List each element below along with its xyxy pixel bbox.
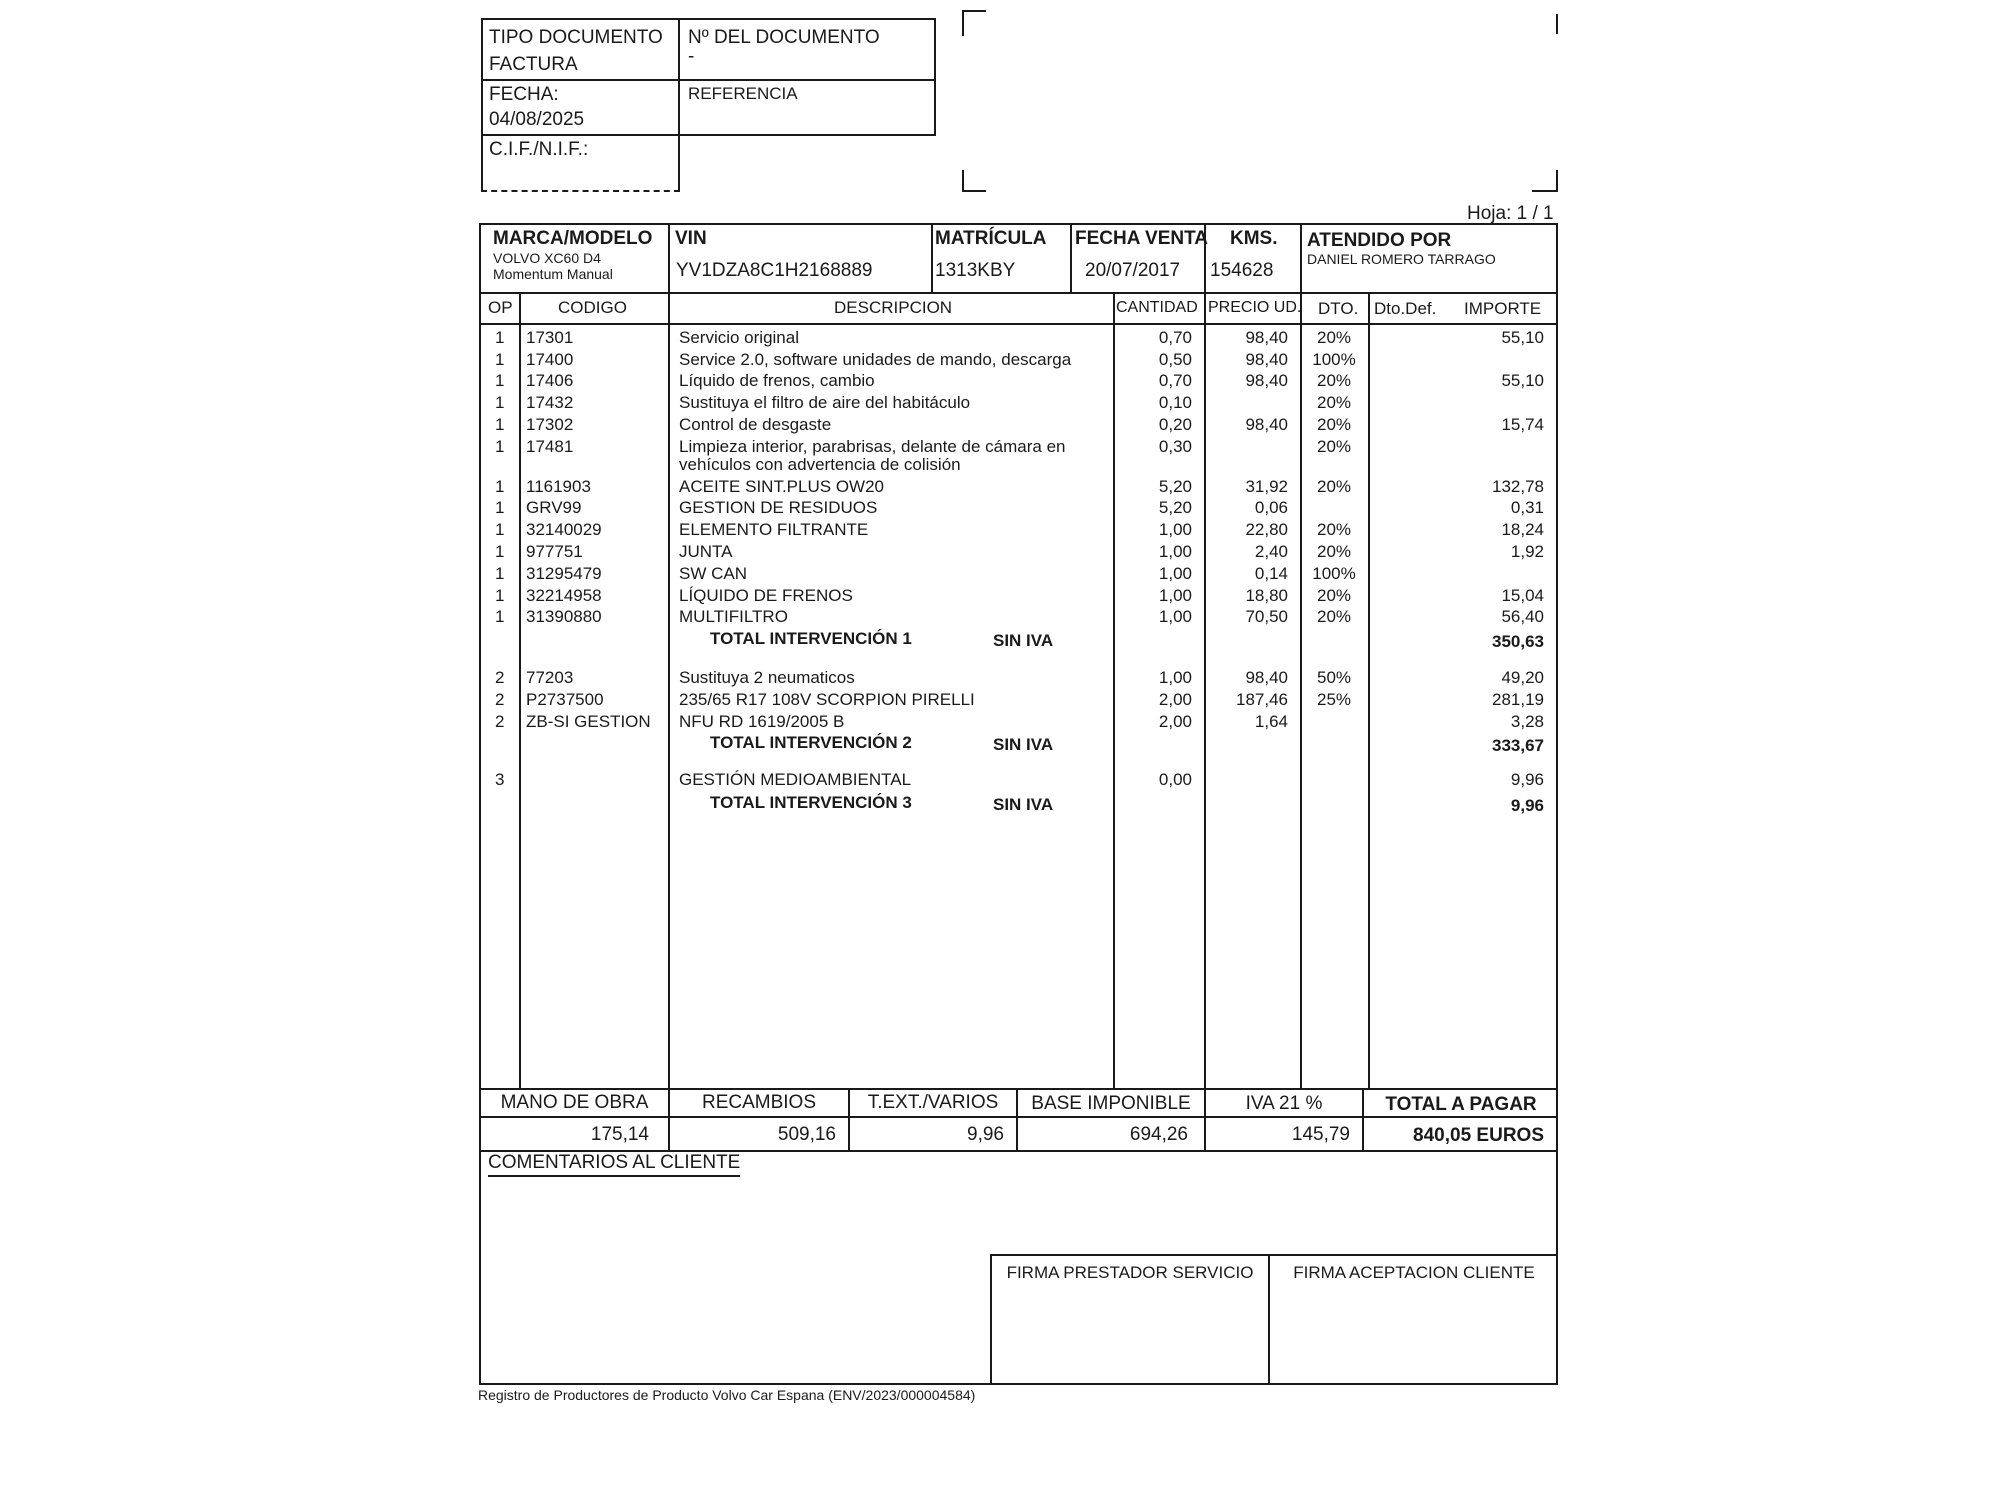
kms-label: KMS. <box>1230 228 1278 249</box>
cell-descripcion: MULTIFILTRO <box>679 607 788 626</box>
header-divider <box>481 79 936 81</box>
cell-codigo: 31295479 <box>526 564 602 583</box>
cell-precio: 98,40 <box>1245 328 1288 347</box>
cell-importe: 55,10 <box>1501 371 1544 390</box>
col-dto-def: Dto.Def. <box>1374 299 1437 318</box>
cell-op: 1 <box>495 371 505 390</box>
cell-cantidad: 0,70 <box>1158 328 1192 347</box>
cell-importe: 132,78 <box>1492 477 1544 496</box>
cell-cantidad: 0,50 <box>1158 350 1192 369</box>
cell-dto: 20% <box>1316 542 1352 561</box>
cell-cantidad: 1,00 <box>1158 668 1192 687</box>
sin-iva-label: SIN IVA <box>993 795 1054 814</box>
cell-cantidad: 1,00 <box>1158 520 1192 539</box>
col-descripcion: DESCRIPCION <box>834 298 953 317</box>
cif-label: C.I.F./N.I.F.: <box>489 139 589 160</box>
col-dto: DTO. <box>1318 299 1359 318</box>
cell-op: 2 <box>495 712 505 731</box>
cell-cantidad: 0,10 <box>1158 393 1192 412</box>
cell-op: 2 <box>495 690 505 709</box>
row-divider <box>479 1116 1558 1118</box>
cell-cantidad: 1,00 <box>1158 542 1192 561</box>
cell-dto: 20% <box>1316 477 1352 496</box>
fecha-venta-label: FECHA VENTA <box>1075 228 1208 249</box>
cell-op: 1 <box>495 520 505 539</box>
cell-dto: 20% <box>1316 393 1352 412</box>
vin-label: VIN <box>675 228 707 249</box>
cell-descripcion: Service 2.0, software unidades de mando, descarga <box>679 350 1072 369</box>
table-row <box>0 668 1552 690</box>
cell-dto: 25% <box>1316 690 1352 709</box>
cell-importe: 15,74 <box>1501 415 1544 434</box>
cell-precio: 0,14 <box>1254 564 1288 583</box>
cell-op: 1 <box>495 328 505 347</box>
marca-line1: VOLVO XC60 D4 <box>493 250 601 266</box>
cell-dto: 100% <box>1312 564 1356 583</box>
table-row <box>0 586 1552 608</box>
corner-mark <box>1556 14 1560 34</box>
cell-op: 1 <box>495 393 505 412</box>
cell-op: 3 <box>495 770 505 789</box>
total-interv-label: TOTAL INTERVENCIÓN 3 <box>710 793 912 812</box>
table-row <box>0 415 1552 437</box>
numero-documento-value: - <box>688 46 695 67</box>
cell-codigo: 17481 <box>526 437 574 456</box>
fecha-venta-value: 20/07/2017 <box>1085 260 1181 281</box>
cell-op: 1 <box>495 437 505 456</box>
table-row <box>0 690 1552 712</box>
row-divider <box>479 323 1558 325</box>
text-varios-label: T.EXT./VARIOS <box>867 1092 999 1113</box>
cell-cantidad: 5,20 <box>1158 498 1192 517</box>
firma-cliente-label: FIRMA ACEPTACION CLIENTE <box>1293 1263 1535 1282</box>
cell-descripcion: Servicio original <box>679 328 799 347</box>
cell-op: 1 <box>495 415 505 434</box>
cell-precio: 2,40 <box>1254 542 1288 561</box>
cell-descripcion: Control de desgaste <box>679 415 832 434</box>
table-row <box>0 437 1552 474</box>
cell-codigo: 77203 <box>526 668 574 687</box>
fecha-label: FECHA: <box>489 84 559 105</box>
col-importe: IMPORTE <box>1464 299 1542 318</box>
col-precio: PRECIO UD. <box>1208 299 1302 316</box>
cell-codigo: 17301 <box>526 328 574 347</box>
cell-op: 1 <box>495 607 505 626</box>
base-imponible-value: 694,26 <box>1129 1124 1188 1145</box>
cell-descripcion: Líquido de frenos, cambio <box>679 371 875 390</box>
table-row <box>0 371 1552 393</box>
cell-descripcion: JUNTA <box>679 542 733 561</box>
cell-codigo: 17432 <box>526 393 574 412</box>
cell-descripcion-cont: vehículos con advertencia de colisión <box>679 455 961 474</box>
table-row <box>0 607 1552 629</box>
total-interv-amount: 333,67 <box>1492 736 1544 755</box>
cell-cantidad: 1,00 <box>1158 586 1192 605</box>
cell-codigo: ZB-SI GESTION <box>526 712 651 731</box>
base-imponible-label: BASE IMPONIBLE <box>1031 1093 1191 1114</box>
row-divider <box>479 1088 1558 1090</box>
cell-importe: 49,20 <box>1501 668 1544 687</box>
iva-label: IVA 21 % <box>1245 1093 1323 1114</box>
corner-mark <box>962 170 986 192</box>
kms-value: 154628 <box>1210 260 1274 281</box>
cell-op: 2 <box>495 668 505 687</box>
cell-precio: 187,46 <box>1236 690 1288 709</box>
cell-cantidad: 0,20 <box>1158 415 1192 434</box>
referencia-label: REFERENCIA <box>688 84 798 103</box>
cell-dto: 100% <box>1312 350 1356 369</box>
cell-precio: 98,40 <box>1245 371 1288 390</box>
corner-mark <box>1532 170 1558 192</box>
cell-precio: 1,64 <box>1254 712 1288 731</box>
sin-iva-label: SIN IVA <box>993 631 1054 650</box>
fecha-value: 04/08/2025 <box>489 109 585 130</box>
sin-iva-label: SIN IVA <box>993 735 1054 754</box>
cell-op: 1 <box>495 564 505 583</box>
cell-descripcion: NFU RD 1619/2005 B <box>679 712 845 731</box>
atendido-value: DANIEL ROMERO TARRAGO <box>1307 251 1496 267</box>
recambios-label: RECAMBIOS <box>701 1092 817 1113</box>
cell-op: 1 <box>495 586 505 605</box>
table-row <box>0 498 1552 520</box>
col-op: OP <box>488 298 513 317</box>
cell-precio: 31,92 <box>1245 477 1288 496</box>
cell-codigo: 32140029 <box>526 520 602 539</box>
header-divider <box>481 190 680 192</box>
tipo-documento-label: TIPO DOCUMENTO <box>489 27 663 48</box>
cell-cantidad: 5,20 <box>1158 477 1192 496</box>
vin-value: YV1DZA8C1H2168889 <box>676 260 873 281</box>
cell-descripcion: LÍQUIDO DE FRENOS <box>679 586 853 605</box>
cell-codigo: P2737500 <box>526 690 604 709</box>
column-divider <box>931 223 933 293</box>
atendido-label: ATENDIDO POR <box>1307 230 1452 251</box>
cell-cantidad: 1,00 <box>1158 564 1192 583</box>
header-divider <box>481 136 483 191</box>
cell-dto: 20% <box>1316 371 1352 390</box>
cell-precio: 98,40 <box>1245 668 1288 687</box>
total-interv-amount: 350,63 <box>1492 632 1544 651</box>
cell-importe: 281,19 <box>1492 690 1544 709</box>
cell-descripcion: SW CAN <box>679 564 747 583</box>
total-interv-amount: 9,96 <box>1510 796 1544 815</box>
cell-descripcion: Limpieza interior, parabrisas, delante de cámara en <box>679 437 1066 456</box>
cell-importe: 18,24 <box>1501 520 1544 539</box>
cell-op: 1 <box>495 350 505 369</box>
table-row <box>0 393 1552 415</box>
header-divider <box>678 18 680 191</box>
table-row <box>0 520 1552 542</box>
cell-codigo: 32214958 <box>526 586 602 605</box>
cell-cantidad: 2,00 <box>1158 712 1192 731</box>
cell-dto: 20% <box>1316 586 1352 605</box>
cell-op: 1 <box>495 542 505 561</box>
cell-precio: 18,80 <box>1245 586 1288 605</box>
text-varios-value: 9,96 <box>967 1124 1004 1145</box>
cell-importe: 15,04 <box>1501 586 1544 605</box>
cell-cantidad: 0,70 <box>1158 371 1192 390</box>
cell-codigo: 17406 <box>526 371 574 390</box>
cell-op: 1 <box>495 477 505 496</box>
table-row <box>0 477 1552 499</box>
cell-descripcion: GESTIÓN MEDIOAMBIENTAL <box>679 770 912 789</box>
cell-descripcion: 235/65 R17 108V SCORPION PIRELLI <box>679 690 975 709</box>
total-interv-label: TOTAL INTERVENCIÓN 2 <box>710 733 912 752</box>
col-cantidad: CANTIDAD <box>1116 299 1198 316</box>
col-codigo: CODIGO <box>558 298 627 317</box>
row-divider <box>990 1254 1558 1256</box>
mano-obra-value: 175,14 <box>590 1124 649 1145</box>
matricula-value: 1313KBY <box>935 260 1016 281</box>
cell-dto: 20% <box>1316 607 1352 626</box>
cell-descripcion: GESTION DE RESIDUOS <box>679 498 878 517</box>
cell-precio: 98,40 <box>1245 415 1288 434</box>
cell-dto: 20% <box>1316 437 1352 456</box>
cell-descripcion: ACEITE SINT.PLUS OW20 <box>679 477 884 496</box>
numero-documento-label: Nº DEL DOCUMENTO <box>688 27 880 48</box>
total-pagar-value: 840,05 EUROS <box>1413 1125 1544 1146</box>
cell-dto: 20% <box>1316 520 1352 539</box>
cell-importe: 56,40 <box>1501 607 1544 626</box>
corner-mark <box>962 10 986 36</box>
footer-registro: Registro de Productores de Producto Volvo Car Espana (ENV/2023/000004584) <box>478 1387 976 1403</box>
iva-value: 145,79 <box>1291 1124 1350 1145</box>
cell-importe: 1,92 <box>1510 542 1544 561</box>
marca-line2: Momentum Manual <box>493 266 613 282</box>
matricula-label: MATRÍCULA <box>935 228 1047 249</box>
marca-label: MARCA/MODELO <box>493 228 653 249</box>
cell-importe: 55,10 <box>1501 328 1544 347</box>
cell-importe: 0,31 <box>1510 498 1544 517</box>
cell-codigo: 17400 <box>526 350 574 369</box>
cell-dto: 20% <box>1316 415 1352 434</box>
cell-codigo: 17302 <box>526 415 574 434</box>
firma-prestador-label: FIRMA PRESTADOR SERVICIO <box>1006 1263 1254 1282</box>
cell-precio: 22,80 <box>1245 520 1288 539</box>
table-row <box>0 350 1552 372</box>
cell-cantidad: 2,00 <box>1158 690 1192 709</box>
cell-cantidad: 0,30 <box>1158 437 1192 456</box>
cell-descripcion: Sustituya el filtro de aire del habitáculo <box>679 393 971 412</box>
cell-codigo: 1161903 <box>526 477 591 496</box>
cell-op: 1 <box>495 498 505 517</box>
cell-dto: 20% <box>1316 328 1352 347</box>
cell-importe: 9,96 <box>1510 770 1544 789</box>
cell-precio: 70,50 <box>1245 607 1288 626</box>
table-row <box>0 770 1552 792</box>
cell-cantidad: 0,00 <box>1158 770 1192 789</box>
table-row <box>0 542 1552 564</box>
tipo-documento-value: FACTURA <box>489 54 578 75</box>
comentarios-label: COMENTARIOS AL CLIENTE <box>488 1152 740 1177</box>
cell-cantidad: 1,00 <box>1158 607 1192 626</box>
total-pagar-label: TOTAL A PAGAR <box>1385 1094 1537 1115</box>
cell-precio: 0,06 <box>1254 498 1288 517</box>
cell-codigo: 977751 <box>526 542 583 561</box>
cell-importe: 3,28 <box>1510 712 1544 731</box>
column-divider <box>1300 223 1302 293</box>
column-divider <box>1070 223 1072 293</box>
cell-descripcion: Sustituya 2 neumaticos <box>679 668 855 687</box>
cell-codigo: GRV99 <box>526 498 582 517</box>
cell-descripcion: ELEMENTO FILTRANTE <box>679 520 869 539</box>
row-divider <box>479 292 1558 294</box>
table-row <box>0 328 1552 350</box>
mano-obra-label: MANO DE OBRA <box>500 1092 649 1113</box>
total-interv-label: TOTAL INTERVENCIÓN 1 <box>710 629 912 648</box>
cell-codigo: 31390880 <box>526 607 602 626</box>
table-row <box>0 564 1552 586</box>
cell-dto: 50% <box>1316 668 1352 687</box>
recambios-value: 509,16 <box>777 1124 836 1145</box>
table-row <box>0 712 1552 734</box>
cell-precio: 98,40 <box>1245 350 1288 369</box>
hoja-counter: Hoja: 1 / 1 <box>1467 203 1554 224</box>
